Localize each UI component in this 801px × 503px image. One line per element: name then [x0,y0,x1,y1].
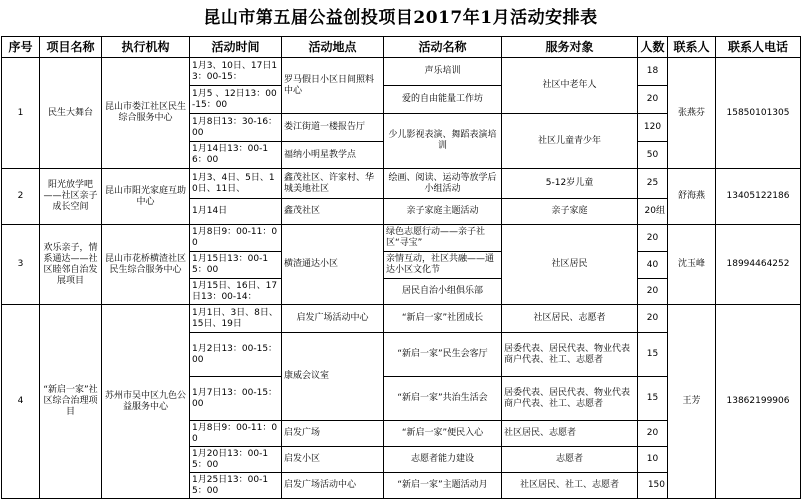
header-no: 序号 [2,37,40,58]
cell-time: 1月25日13：00-15：00 [190,473,282,499]
cell-place: 康威会议室 [282,333,384,421]
cell-activity: 爱的自由能量工作坊 [384,86,502,114]
cell-count: 20 [638,279,668,305]
cell-activity: 绘画、阅读、运动等放学后小组活动 [384,169,502,199]
cell-phone: 13862199906 [716,305,801,499]
cell-count: 50 [638,142,668,169]
cell-phone: 15850101305 [716,58,801,169]
cell-activity: “新启一家”便民入心 [384,421,502,447]
header-time: 活动时间 [190,37,282,58]
cell-project: 民生大舞台 [40,58,102,169]
cell-time: 1月15日13：00-15：00 [190,252,282,279]
cell-target: 社区中老年人 [502,58,638,114]
cell-time: 1月1日、3日、8日、15日、19日 [190,305,282,333]
cell-time: 1月3、10日、17日13：00-15： [190,58,282,86]
header-target: 服务对象 [502,37,638,58]
cell-activity: 声乐培训 [384,58,502,86]
header-place: 活动地点 [282,37,384,58]
cell-activity: 亲情互动，社区共融——通达小区文化节 [384,252,502,279]
cell-place: 鑫茂社区 [282,199,384,225]
cell-place: 娄江街道一楼报告厅 [282,114,384,142]
cell-target: 社区儿童青少年 [502,114,638,169]
cell-org: 昆山市娄江社区民生综合服务中心 [102,58,190,169]
cell-org: 昆山市花桥横渣社区民生综合服务中心 [102,225,190,305]
cell-count: 20组 [638,199,668,225]
cell-time: 1月5 、12日13：00-15：00 [190,86,282,114]
page-title: 昆山市第五届公益创投项目2017年1月活动安排表 [203,8,598,28]
cell-count: 20 [638,421,668,447]
table-header-row [2,37,801,58]
cell-activity: “新启一家”社团成长 [384,305,502,333]
cell-count: 40 [638,252,668,279]
cell-phone: 18994464252 [716,225,801,305]
cell-target: 亲子家庭 [502,199,638,225]
cell-count: 15 [638,377,668,421]
cell-activity: 志愿者能力建设 [384,447,502,473]
cell-time: 1月8日9：00-11：00 [190,225,282,252]
cell-time: 1月20日13：00-15：00 [190,447,282,473]
cell-target: 居委代表、居民代表、物业代表商户代表、社工、志愿者 [502,377,638,421]
cell-place: 福纳小明星教学点 [282,142,384,169]
header-phone: 联系人电话 [716,37,801,58]
header-count: 人数 [638,37,668,58]
header-activity: 活动名称 [384,37,502,58]
cell-time: 1月14日13：00-16：00 [190,142,282,169]
table-row [2,58,801,86]
cell-count: 150 [638,473,668,499]
cell-contact: 沈玉峰 [668,225,716,305]
cell-target: 居委代表、居民代表、物业代表商户代表、社工、志愿者 [502,333,638,377]
cell-project: 阳光放学吧——社区亲子成长空间 [40,169,102,225]
cell-contact: 王芳 [668,305,716,499]
header-contact: 联系人 [668,37,716,58]
cell-count: 15 [638,333,668,377]
cell-org: 苏州市吴中区九色公益服务中心 [102,305,190,499]
cell-target: 5-12岁儿童 [502,169,638,199]
cell-time: 1月14日 [190,199,282,225]
cell-phone: 13405122186 [716,169,801,225]
cell-target: 志愿者 [502,447,638,473]
cell-target: 社区居民、志愿者 [502,421,638,447]
table-row [2,305,801,333]
cell-project: 欢乐亲子，情系通达——社区睦邻自治发展项目 [40,225,102,305]
cell-time: 1月3、4日、5日、10日、11日、 [190,169,282,199]
cell-activity: 绿色志愿行动——亲子社区“寻宝” [384,225,502,252]
cell-project: “新启一家”社区综合治理项目 [40,305,102,499]
cell-contact: 张燕芬 [668,58,716,169]
cell-no: 4 [2,305,40,499]
header-project: 项目名称 [40,37,102,58]
cell-target: 社区居民 [502,225,638,305]
cell-activity: “新启一家”民生会客厅 [384,333,502,377]
cell-activity: “新启一家”主题活动月 [384,473,502,499]
cell-activity: 少儿影视表演、舞蹈表演培训 [384,114,502,169]
cell-place: 鑫茂社区、许家村、华城美地社区 [282,169,384,199]
cell-count: 25 [638,169,668,199]
cell-time: 1月2日13：00-15：00 [190,333,282,377]
cell-place: 启发小区 [282,447,384,473]
cell-count: 18 [638,58,668,86]
cell-place: 罗马假日小区日间照料中心 [282,58,384,114]
cell-place: 横渣通达小区 [282,225,384,305]
cell-no: 3 [2,225,40,305]
table-row [2,169,801,199]
cell-time: 1月7日13：00-15：00 [190,377,282,421]
cell-count: 120 [638,114,668,142]
cell-activity: 居民自治小组俱乐部 [384,279,502,305]
cell-org: 昆山市阳光家庭互助中心 [102,169,190,225]
cell-place: 启发广场活动中心 [282,305,384,333]
cell-contact: 舒海燕 [668,169,716,225]
cell-time: 1月15日、16日、17日13：00-14： [190,279,282,305]
cell-count: 10 [638,447,668,473]
cell-count: 20 [638,305,668,333]
cell-time: 1月8日13：30-16：00 [190,114,282,142]
header-org: 执行机构 [102,37,190,58]
table-row [2,225,801,252]
cell-no: 2 [2,169,40,225]
cell-activity: 亲子家庭主题活动 [384,199,502,225]
cell-target: 社区居民、社工、志愿者 [502,473,638,499]
cell-place: 启发广场 [282,421,384,447]
cell-target: 社区居民、志愿者 [502,305,638,333]
cell-count: 20 [638,225,668,252]
schedule-table [1,36,801,499]
cell-activity: “新启一家”共治生活会 [384,377,502,421]
cell-no: 1 [2,58,40,169]
cell-time: 1月8日9：00-11：00 [190,421,282,447]
cell-count: 20 [638,86,668,114]
cell-place: 启发广场活动中心 [282,473,384,499]
